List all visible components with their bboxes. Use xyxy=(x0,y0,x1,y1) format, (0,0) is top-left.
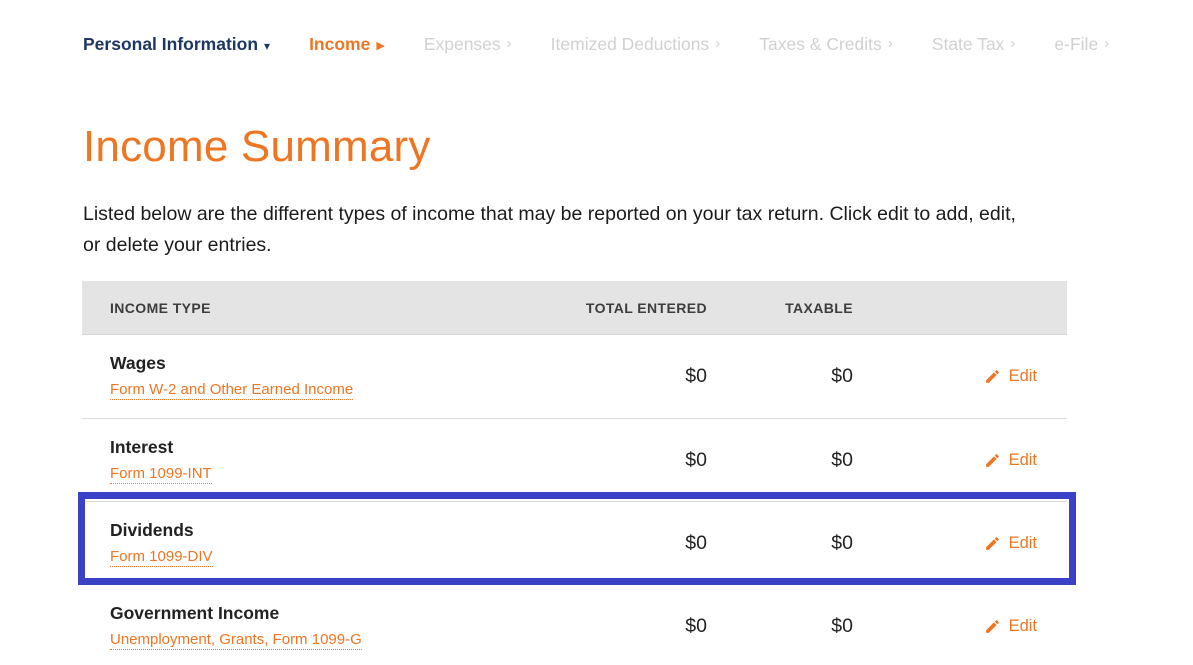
edit-button[interactable] xyxy=(984,451,1037,470)
nav-income-label: Income xyxy=(309,34,371,54)
chevron-right-icon: › xyxy=(715,35,721,52)
edit-button[interactable] xyxy=(984,617,1037,636)
pencil-icon xyxy=(984,368,1001,385)
nav-state-tax-label: State Tax xyxy=(931,34,1005,54)
total-entered-value: $0 xyxy=(685,614,707,637)
nav-efile xyxy=(1054,34,1109,55)
chevron-right-icon: › xyxy=(887,35,893,52)
nav-taxes-credits-label: Taxes & Credits xyxy=(759,34,882,54)
nav-taxes-credits xyxy=(759,34,893,55)
header-total-entered: TOTAL ENTERED xyxy=(585,299,707,316)
income-type-link[interactable]: Form W-2 and Other Earned Income xyxy=(110,381,354,398)
income-type-label: Interest xyxy=(110,436,174,457)
total-entered-value: $0 xyxy=(685,448,707,471)
nav-personal-information-label: Personal Information xyxy=(83,34,259,54)
nav-personal-information[interactable] xyxy=(83,34,270,55)
nav-itemized-deductions xyxy=(551,34,721,55)
edit-label: Edit xyxy=(1008,533,1037,552)
table-row-dividends xyxy=(82,501,1067,584)
income-type-link[interactable]: Form 1099-DIV xyxy=(110,547,213,565)
header-taxable: TAXABLE xyxy=(785,299,853,316)
income-type-label: Government Income xyxy=(110,602,280,623)
edit-label: Edit xyxy=(1008,367,1037,385)
table-row-government-income xyxy=(82,584,1067,665)
header-income-type: INCOME TYPE xyxy=(110,299,211,316)
taxable-value: $0 xyxy=(831,531,853,554)
income-type-link[interactable]: Unemployment, Grants, Form 1099-G xyxy=(110,630,362,648)
income-type-label: Wages xyxy=(110,353,166,373)
taxable-value: $0 xyxy=(831,365,853,387)
income-summary-table xyxy=(82,281,1067,665)
taxable-value: $0 xyxy=(831,448,853,471)
nav-income[interactable] xyxy=(309,34,385,55)
nav-itemized-deductions-label: Itemized Deductions xyxy=(550,34,710,54)
edit-label: Edit xyxy=(1008,450,1037,469)
nav-state-tax xyxy=(932,34,1016,55)
caret-down-icon: ▾ xyxy=(264,38,271,53)
edit-button[interactable] xyxy=(984,367,1037,386)
pencil-icon xyxy=(984,618,1001,635)
table-row-interest xyxy=(82,418,1067,501)
nav-efile-label: e-File xyxy=(1054,34,1099,54)
table-row-wages xyxy=(82,335,1067,418)
pencil-icon xyxy=(984,535,1001,552)
page-description: Listed below are the different types of income that may be reported on your tax return. Click edit to add, edit, or delete your entries. xyxy=(83,203,1016,256)
edit-button[interactable] xyxy=(984,534,1037,553)
chevron-right-icon: › xyxy=(506,35,512,52)
page-title: Income Summary xyxy=(83,122,431,171)
pencil-icon xyxy=(984,452,1001,469)
nav-expenses-label: Expenses xyxy=(423,34,501,54)
nav-expenses xyxy=(424,34,512,55)
income-type-label: Dividends xyxy=(110,519,194,540)
income-type-link[interactable]: Form 1099-INT xyxy=(110,464,212,482)
total-entered-value: $0 xyxy=(685,531,707,554)
edit-label: Edit xyxy=(1008,616,1037,635)
taxable-value: $0 xyxy=(831,614,853,637)
total-entered-value: $0 xyxy=(685,365,707,387)
table-header-row xyxy=(82,281,1067,335)
arrow-right-icon: ▶ xyxy=(376,40,385,52)
step-navigation xyxy=(83,34,1109,55)
chevron-right-icon: › xyxy=(1104,35,1110,52)
chevron-right-icon: › xyxy=(1010,35,1016,52)
